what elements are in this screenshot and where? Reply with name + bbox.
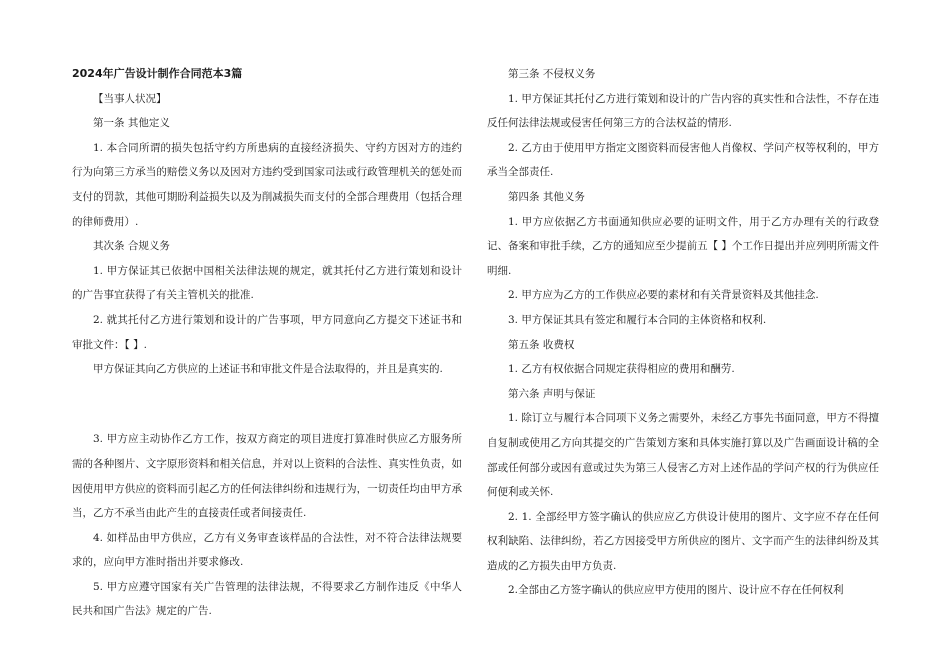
paragraph: 1. 除订立与履行本合同项下义务之需要外，未经乙方事先书面同意，甲方不得擅自复制或使用乙方向其提交的广告策划方案和具体实施打算以及广告画面设计稿的全部或任何部分或因有意或过失为第三人侵害乙方对上述作品的学问产权的行为供应任何便利或关怀. bbox=[487, 412, 879, 499]
left-column-body bbox=[72, 87, 462, 624]
paragraph: 1. 甲方应依据乙方书面通知供应必要的证明文件，用于乙方办理有关的行政登记、备案和审批手续，乙方的通知应至少提前五【 】个工作日提出并应列明所需文件明细. bbox=[487, 215, 879, 277]
paragraph: 2. 1. 全部经甲方签字确认的供应应乙方供设计使用的图片、文字应不存在任何权利缺陷、法律纠纷，若乙方因接受甲方所供应的图片、文字而产生的法律纠纷及其造成的乙方损失由甲方负责. bbox=[487, 510, 879, 572]
paragraph: 1. 乙方有权依据合同规定获得相应的费用和酬劳. bbox=[508, 363, 735, 376]
paragraph: 1. 甲方保证其已依据中国相关法律法规的规定，就其托付乙方进行策划和设计的广告事宜获得了有关主管机关的批准. bbox=[72, 264, 462, 302]
section-heading: 其次条 合规义务 bbox=[93, 240, 170, 253]
paragraph: 2. 就其托付乙方进行策划和设计的广告事项，甲方同意向乙方提交下述证书和审批文件：【 】. bbox=[72, 313, 462, 351]
section-heading: 【当事人状况】 bbox=[93, 92, 167, 105]
blank-line bbox=[72, 392, 462, 417]
paragraph: 3. 甲方保证其具有签定和履行本合同的主体资格和权利. bbox=[508, 313, 767, 326]
paragraph: 3. 甲方应主动协作乙方工作，按双方商定的项目进度打算准时供应乙方服务所需的各种图片、文字原形资料和相关信息，并对以上资料的合法性、真实性负责，如因使用甲方供应的资料而引起乙方的任何法律纠纷和违规行为，一切责任均由甲方承当，乙方不承当由此产生的直接责任或者间接责任. bbox=[72, 433, 462, 520]
paragraph: 2. 甲方应为乙方的工作供应必要的素材和有关背景资料及其他挂念. bbox=[508, 289, 819, 302]
paragraph: 2. 乙方由于使用甲方指定文图资料而侵害他人肖像权、学问产权等权利的，甲方承当全部责任. bbox=[487, 141, 879, 179]
section-heading: 第四条 其他义务 bbox=[508, 190, 585, 203]
paragraph: 5. 甲方应遵守国家有关广告管理的法律法规，不得要求乙方制作违反《中华人民共和国广告法》规定的广告. bbox=[72, 580, 462, 618]
paragraph: 甲方保证其向乙方供应的上述证书和审批文件是合法取得的，并且是真实的. bbox=[93, 363, 443, 376]
right-column bbox=[487, 62, 879, 603]
section-heading: 第六条 声明与保证 bbox=[508, 387, 596, 400]
paragraph: 1. 本合同所谓的损失包括守约方所患病的直接经济损失、守约方因对方的违约行为向第三方承当的赔偿义务以及因对方违约受到国家司法或行政管理机关的惩处而支付的罚款，其他可期盼利益损失以及为削减损失而支付的全部合理费用（包括合理的律师费用）. bbox=[72, 141, 462, 228]
paragraph: 2.全部由乙方签字确认的供应应甲方使用的图片、设计应不存在任何权利 bbox=[508, 584, 844, 597]
section-heading: 第五条 收费权 bbox=[508, 338, 575, 351]
section-heading: 第一条 其他定义 bbox=[93, 117, 170, 130]
document-title: 2024年广告设计制作合同范本3篇 bbox=[72, 67, 243, 80]
section-heading: 第三条 不侵权义务 bbox=[508, 68, 596, 80]
left-column bbox=[72, 62, 462, 624]
paragraph: 1. 甲方保证其托付乙方进行策划和设计的广告内容的真实性和合法性，不存在违反任何法律法规或侵害任何第三方的合法权益的情形. bbox=[487, 92, 879, 130]
right-column-body bbox=[487, 62, 879, 603]
paragraph: 4. 如样品由甲方供应，乙方有义务审查该样品的合法性，对不符合法律法规要求的，应向甲方准时指出并要求修改. bbox=[72, 531, 462, 569]
